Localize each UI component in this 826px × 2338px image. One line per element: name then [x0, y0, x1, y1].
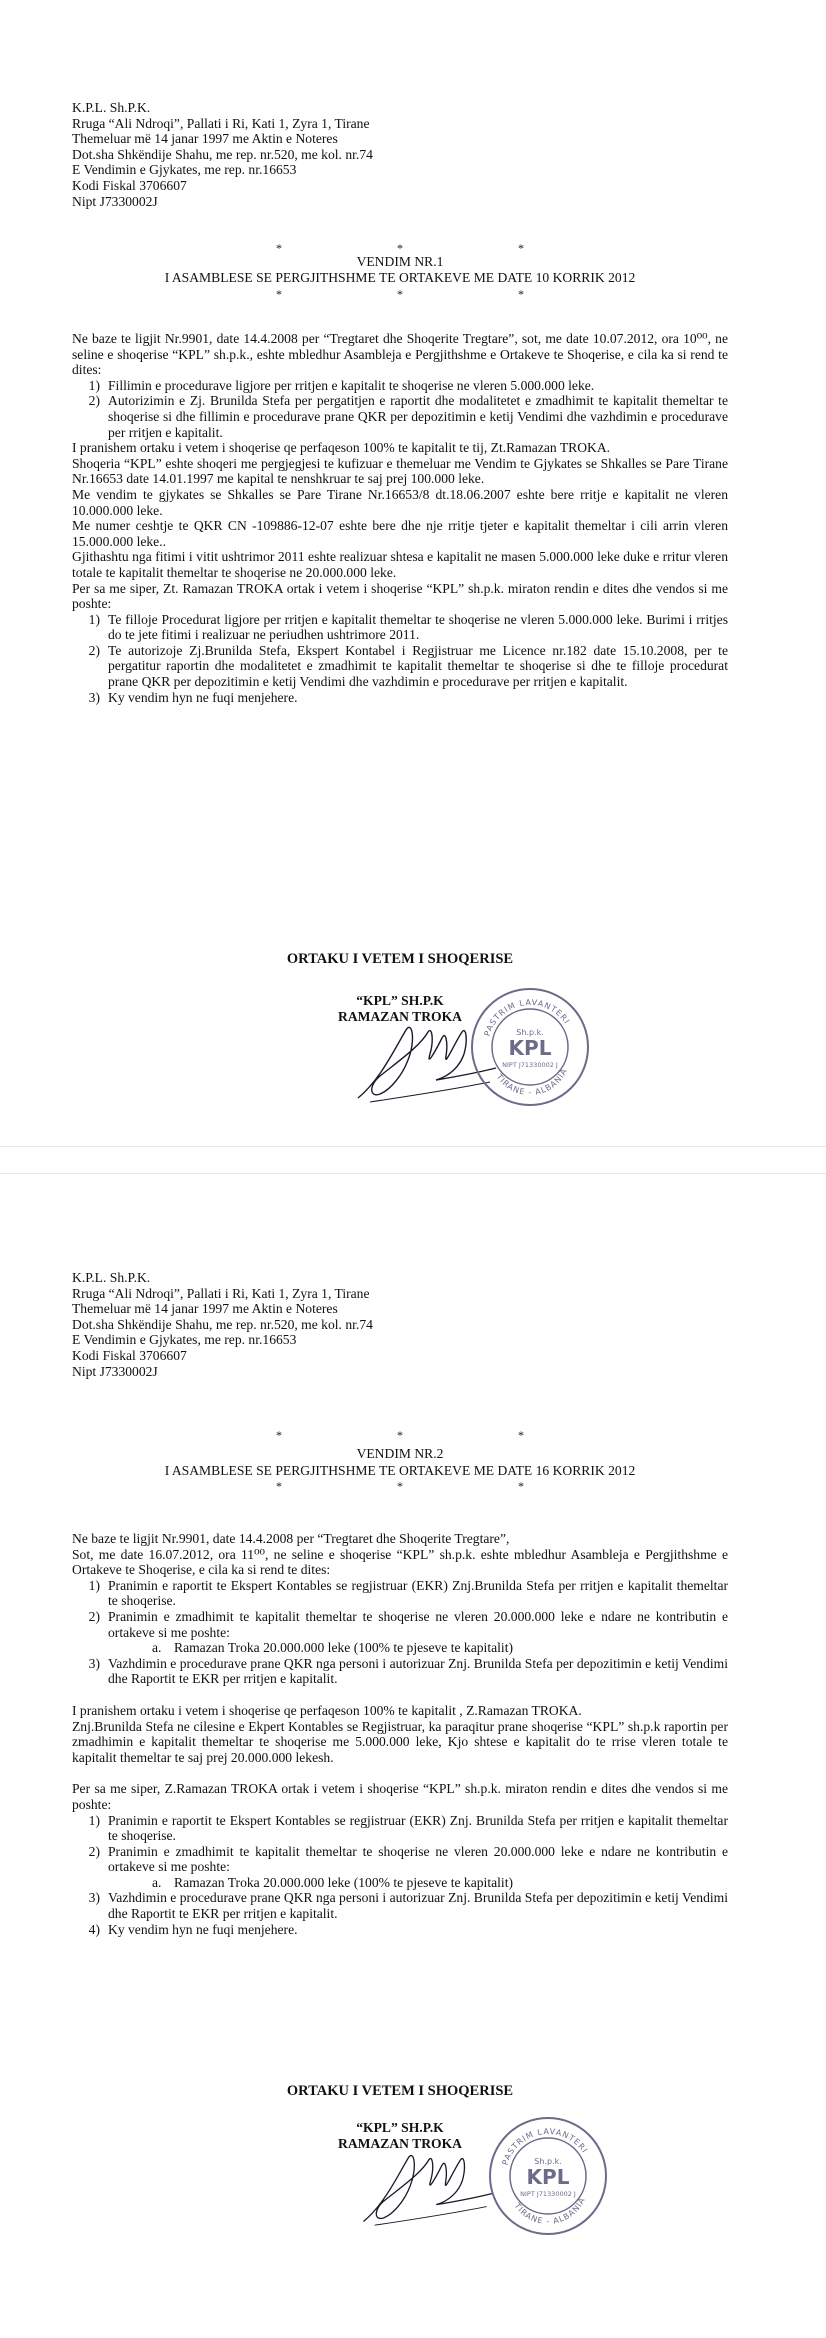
company-header — [72, 100, 728, 209]
resolution-number: 1) — [88, 1812, 100, 1828]
stars-bottom: * * * — [276, 287, 580, 301]
resolution-item — [72, 1890, 728, 1921]
nipt-line: Nipt J7330002J — [72, 193, 158, 209]
stamp-shpk: Sh.p.k. — [516, 1028, 544, 1037]
resolution-text: Pranimin e raportit te Ekspert Kontables se regjistruar (EKR) Znj. Brunilda Stefa per rritjen e kapitalit themeltar te shoqerise. — [108, 1812, 728, 1844]
decision-subtitle: I ASAMBLESE SE PERGJITHSHME TE ORTAKEVE ME DATE 16 KORRIK 2012 — [164, 1463, 636, 1478]
resolution-number: 1) — [88, 611, 100, 627]
svg-text:TIRANE - ALBANIA — [512, 2196, 587, 2226]
agenda-text: Autorizimin e Zj. Brunilda Stefa per pergatitjen e raportit dhe modalitetet e zmadhimit te kapitalit themeltar te shoqerise si dhe fillimin e procedurave prane QKR per depozitimin e ketij Vendimi dhe vazhdimin e procedurave per rritjen e kapitalit. — [108, 393, 728, 440]
founded-line: Themeluar më 14 janar 1997 me Aktin e Noteres — [72, 131, 338, 147]
agenda-text: Vazhdimin e procedurave prane QKR nga personi i autorizuar Znj. Brunilda Stefa per depozitimin e ketij Vendimi dhe Raportit te EKR per rritjen e kapitalit. — [108, 1655, 728, 1687]
notary-line: Dot.sha Shkëndije Shahu, me rep. nr.520, me kol. nr.74 — [72, 146, 373, 162]
signatory-company: “KPL” SH.P.K — [356, 2120, 444, 2135]
stars-top: * * * — [276, 241, 580, 255]
resolution-number: 3) — [88, 689, 100, 705]
report-paragraph: Znj.Brunilda Stefa ne cilesine e Ekpert Kontables se Regjistruar, ka paraqitur prane shoqerise “KPL” sh.p.k raportin per zmadhimin e kapitalit themeltar te shoqerise me 5.000.000 leke, Kjo shtese e kapitalit do te rrise vleren totale te kapitalit themeltar te saj prej 20.000.000 lekesh. — [72, 1718, 728, 1765]
court-line: E Vendimin e Gjykates, me rep. nr.16653 — [72, 1332, 297, 1348]
agenda-item — [72, 1609, 728, 1640]
agenda-text: Fillimin e procedurave ligjore per rritjen e kapitalit te shoqerise ne vleren 5.000.000 leke. — [108, 377, 595, 393]
agenda-subitem — [152, 1640, 728, 1656]
resolution-sub-letter: a. — [152, 1874, 162, 1890]
decision-body — [72, 331, 728, 705]
agenda-number: 2) — [88, 393, 100, 409]
company-header — [72, 1270, 728, 1379]
resolution-text: Vazhdimin e procedurave prane QKR nga personi i autorizuar Znj. Brunilda Stefa per depozitimin e ketij Vendimi dhe Raportit te EKR per rritjen e kapitalit. — [108, 1890, 728, 1922]
nipt-line: Nipt J7330002J — [72, 1363, 158, 1379]
decision-subtitle: I ASAMBLESE SE PERGJITHSHME TE ORTAKEVE ME DATE 10 KORRIK 2012 — [164, 270, 636, 285]
resolution-item — [72, 612, 728, 643]
court-line: E Vendimin e Gjykates, me rep. nr.16653 — [72, 162, 297, 178]
resolution-text: Ky vendim hyn ne fuqi menjehere. — [108, 689, 298, 705]
resolution-intro: Per sa me siper, Z.Ramazan TROKA ortak i vetem i shoqerise “KPL” sh.p.k. miraton rendin e dites dhe vendos si me poshte: — [72, 1781, 728, 1812]
stamp-name: KPL — [508, 1036, 552, 1060]
fiscal-code: Kodi Fiskal 3706607 — [72, 177, 187, 193]
agenda-item — [72, 1578, 728, 1609]
stamp-bottom-text: TIRANE - ALBANIA — [494, 1066, 570, 1098]
company-address: Rruga “Ali Ndroqi”, Pallati i Ri, Kati 1, Zyra 1, Tirane — [72, 115, 370, 131]
resolution-text: Ky vendim hyn ne fuqi menjehere. — [108, 1921, 298, 1937]
intro-paragraph: Ne baze te ligjit Nr.9901, date 14.4.2008 per “Tregtaret dhe Shoqerite Tregtare”, sot, me date 10.07.2012, ora 10⁰⁰, ne seline e shoqerise “KPL” sh.p.k., eshte mbledhur Asambleja e Pergjithshme e Ortakeve te Shoqerise, e cila ka si rend te dites: — [72, 331, 728, 378]
resolution-number: 4) — [88, 1921, 100, 1937]
agenda-sub-letter: a. — [152, 1640, 162, 1656]
history-paragraph: Gjithashtu nga fitimi i vitit ushtrimor 2011 eshte realizuar shtesa e kapitalit ne masen 5.000.000 leke duke e rritur vleren totale te kapitalit themeltar te shoqerise ne 20.000.000 leke. — [72, 549, 728, 580]
resolution-number: 2) — [88, 642, 100, 658]
history-paragraph: Me numer ceshtje te QKR CN -109886-12-07 eshte bere dhe nje rritje tjeter e kapitalit themeltar i cili arrin vleren 15.000.000 leke.. — [72, 518, 728, 549]
stars-bottom: * * * — [276, 1479, 580, 1493]
document-page-2 — [0, 1170, 826, 2338]
founded-line: Themeluar më 14 janar 1997 me Aktin e Noteres — [72, 1301, 338, 1317]
stamp-name: KPL — [526, 2165, 570, 2189]
resolution-item — [72, 643, 728, 690]
resolution-item — [72, 1813, 728, 1844]
history-paragraph: Shoqeria “KPL” eshte shoqeri me pergjegjesi te kufizuar e themeluar me Vendim te Gjykates se Shkalles se Pare Tirane Nr.16653 date 14.01.1997 me kapital te nenshkruar te saj prej 100.000 leke. — [72, 455, 728, 487]
stamp-shpk: Sh.p.k. — [534, 2157, 562, 2166]
resolution-item — [72, 690, 728, 706]
svg-text:TIRANE - ALBANIA — [494, 1067, 569, 1097]
signatory-title: ORTAKU I VETEM I SHOQERISE — [286, 951, 514, 967]
company-name: K.P.L. Sh.P.K. — [72, 1270, 151, 1285]
agenda-item — [72, 393, 728, 440]
signatory-name: RAMAZAN TROKA — [338, 1009, 462, 1024]
fiscal-code: Kodi Fiskal 3706607 — [72, 1347, 187, 1363]
resolution-item — [72, 1844, 728, 1875]
presence-paragraph: I pranishem ortaku i vetem i shoqerise qe perfaqeson 100% te kapitalit , Z.Ramazan TROKA. — [72, 1702, 582, 1718]
stars-top: * * * — [276, 1428, 580, 1442]
agenda-number: 2) — [88, 1608, 100, 1624]
agenda-number: 3) — [88, 1655, 100, 1671]
company-name: K.P.L. Sh.P.K. — [72, 100, 151, 115]
resolution-number: 3) — [88, 1890, 100, 1906]
intro-paragraph: Ne baze te ligjit Nr.9901, date 14.4.2008 per “Tregtaret dhe Shoqerite Tregtare”, — [72, 1531, 510, 1546]
agenda-sub-text: Ramazan Troka 20.000.000 leke (100% te pjeseve te kapitalit) — [174, 1640, 514, 1656]
agenda-text: Pranimin e zmadhimit te kapitalit themeltar te shoqerise ne vleren 20.000.000 leke e ndare ne kontributin e ortakeve si me poshte: — [108, 1608, 728, 1640]
resolution-number: 2) — [88, 1843, 100, 1859]
stamp-nipt: NIPT J71330002 J — [502, 1061, 558, 1069]
stamp-bottom-text: TIRANE - ALBANIA — [512, 2195, 588, 2227]
decision-title: VENDIM NR.2 — [356, 1446, 444, 1461]
company-address: Rruga “Ali Ndroqi”, Pallati i Ri, Kati 1, Zyra 1, Tirane — [72, 1285, 370, 1301]
resolution-item — [72, 1922, 728, 1938]
resolution-subitem — [152, 1875, 728, 1891]
document-page-1 — [0, 0, 826, 1148]
decision-title: VENDIM NR.1 — [356, 254, 444, 269]
company-stamp-icon — [468, 985, 592, 1109]
resolution-text: Pranimin e zmadhimit te kapitalit themeltar te shoqerise ne vleren 20.000.000 leke e ndare ne kontributin e ortakeve si me poshte: — [108, 1843, 728, 1875]
resolution-text: Te autorizoje Zj.Brunilda Stefa, Ekspert Kontabel i Regjistruar me Licence nr.182 date 15.10.2008, per te pergatitur raportin dhe modalitetet e zmadhimit te kapitalit themeltar te shoqerise si dhe te filloje procedurat prane QKR per depozitimin e ketij Vendimi dhe vazhdimin e procedurave per rritjen e kapitalit. — [108, 642, 728, 690]
stamp-nipt: NIPT J71330002 J — [520, 2190, 576, 2198]
presence-paragraph: I pranishem ortaku i vetem i shoqerise qe perfaqeson 100% te kapitalit te tij, Zt.Ramazan TROKA. — [72, 440, 611, 456]
resolution-text: Te filloje Procedurat ligjore per rritjen e kapitalit themeltar te shoqerise ne vleren 5.000.000 leke. Burimi i rritjes do te jete fitimi i realizuar ne periudhen ushtrimore 2011. — [108, 611, 728, 643]
decision-body — [72, 1531, 728, 1937]
agenda-number: 1) — [88, 377, 100, 393]
stamp-top-text: PASTRIM LAVANTERI — [482, 997, 572, 1038]
company-stamp-icon — [486, 2114, 610, 2238]
resolution-sub-text: Ramazan Troka 20.000.000 leke (100% te pjeseve te kapitalit) — [174, 1874, 514, 1890]
notary-line: Dot.sha Shkëndije Shahu, me rep. nr.520, me kol. nr.74 — [72, 1316, 373, 1332]
agenda-number: 1) — [88, 1577, 100, 1593]
history-paragraph: Me vendim te gjykates se Shkalles se Pare Tirane Nr.16653/8 dt.18.06.2007 eshte bere rritje e kapitalit ne vleren 10.000.000 leke. — [72, 486, 728, 518]
resolution-intro: Per sa me siper, Zt. Ramazan TROKA ortak i vetem i shoqerise “KPL” sh.p.k. miraton rendin e dites dhe vendos si me poshte: — [72, 580, 728, 612]
signatory-company: “KPL” SH.P.K — [356, 993, 444, 1008]
stamp-top-text: PASTRIM LAVANTERI — [500, 2126, 590, 2167]
agenda-text: Pranimin e raportit te Ekspert Kontables se regjistruar (EKR) Znj.Brunilda Stefa per rritjen e kapitalit themeltar te shoqerise. — [108, 1577, 728, 1609]
agenda-item — [72, 378, 728, 394]
signatory-title: ORTAKU I VETEM I SHOQERISE — [286, 2083, 514, 2099]
signature-icon — [356, 2136, 496, 2236]
intro-paragraph: Sot, me date 16.07.2012, ora 11⁰⁰, ne seline e shoqerise “KPL” sh.p.k. eshte mbledhur Asambleja e Pergjithshme e Ortakeve te Shoqerise, e cila ka si rend te dites: — [72, 1546, 728, 1578]
agenda-item — [72, 1656, 728, 1687]
signatory-name: RAMAZAN TROKA — [338, 2136, 462, 2151]
